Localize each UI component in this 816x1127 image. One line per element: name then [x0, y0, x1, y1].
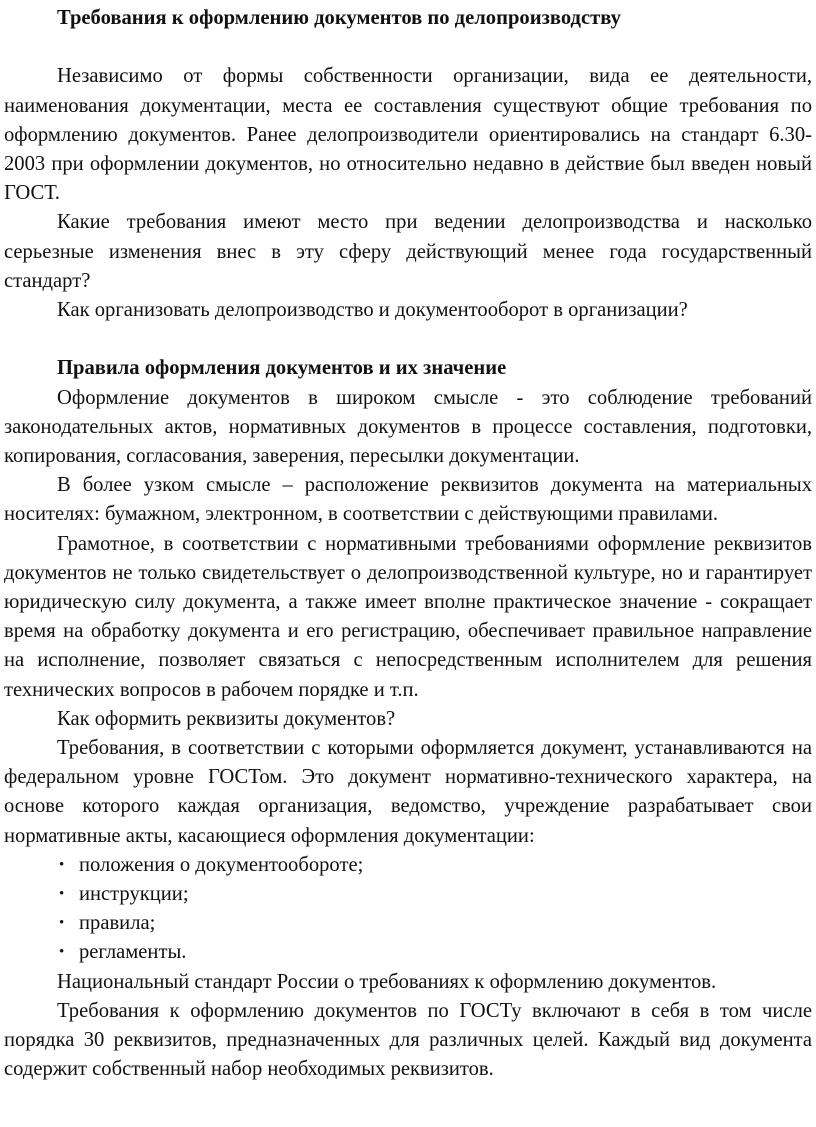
intro-paragraph: Независимо от формы собственности организации, вида ее деятельности, наименования документации, места ее составления существуют общие требования по оформлению документов. Ранее делопроизводители ориентировались на стандарт 6.30-2003 при оформлении документов, но относительно недавно в действие был введен новый ГОСТ.	[4, 65, 812, 205]
bullet-list	[4, 851, 812, 968]
list-item-text: правила;	[79, 912, 156, 935]
spacer	[4, 33, 812, 62]
list-item	[57, 909, 812, 938]
section-paragraph: В более узком смысле – расположение реквизитов документа на материальных носителях: бумажном, электронном, в соответствии с действующими правилами.	[4, 474, 812, 526]
section-paragraph: Требования, в соответствии с которыми оформляется документ, устанавливаются на федеральном уровне ГОСТом. Это документ нормативно-технического характера, на основе которого каждая организация, ведомство, учреждение разрабатывает свои нормативные акты, касающиеся оформления документации:	[4, 737, 812, 847]
bullet-icon: •	[59, 856, 65, 873]
intro-paragraph: Какие требования имеют место при ведении делопроизводства и насколько серьезные изменения внес в эту сферу действующий менее года государственный стандарт?	[4, 211, 812, 292]
bullet-icon: •	[59, 915, 65, 932]
document-title: Требования к оформлению документов по делопроизводству	[57, 7, 621, 29]
bullet-icon: •	[59, 886, 65, 903]
bullet-icon: •	[59, 944, 65, 961]
section-title: Правила оформления документов и их значение	[57, 357, 507, 380]
list-item-text: инструкции;	[79, 883, 189, 906]
spacer	[4, 325, 812, 354]
list-item-text: положения о документообороте;	[79, 853, 364, 876]
section-paragraph: Как оформить реквизиты документов?	[57, 707, 396, 730]
section-paragraph: Оформление документов в широком смысле - это соблюдение требований законодательных актов, нормативных документов в процессе составления, подготовки, копирования, согласования, заверения, пересылки документации.	[4, 386, 812, 468]
list-item	[57, 938, 812, 967]
list-item	[57, 880, 812, 909]
section-paragraph: Грамотное, в соответствии с нормативными требованиями оформление реквизитов документов не только свидетельствует о делопроизводственной культуре, но и гарантирует юридическую силу документа, а также имеет вполне практическое значение - сокращает время на обработку документа и его регистрацию, обеспечивает правильное направление на исполнение, позволяет связаться с непосредственным исполнителем для решения технических вопросов в рабочем порядке и т.п.	[4, 532, 812, 701]
closing-paragraph: Национальный стандарт России о требованиях к оформлению документов.	[57, 970, 717, 993]
list-item-text: регламенты.	[79, 941, 187, 964]
intro-paragraph: Как организовать делопроизводство и документооборот в организации?	[57, 299, 688, 322]
closing-paragraph: Требования к оформлению документов по ГОСТу включают в себя в том числе порядка 30 реквизитов, предназначенных для различных целей. Каждый вид документа содержит собственный набор необходимых реквизитов.	[4, 999, 812, 1081]
list-item	[57, 851, 812, 880]
